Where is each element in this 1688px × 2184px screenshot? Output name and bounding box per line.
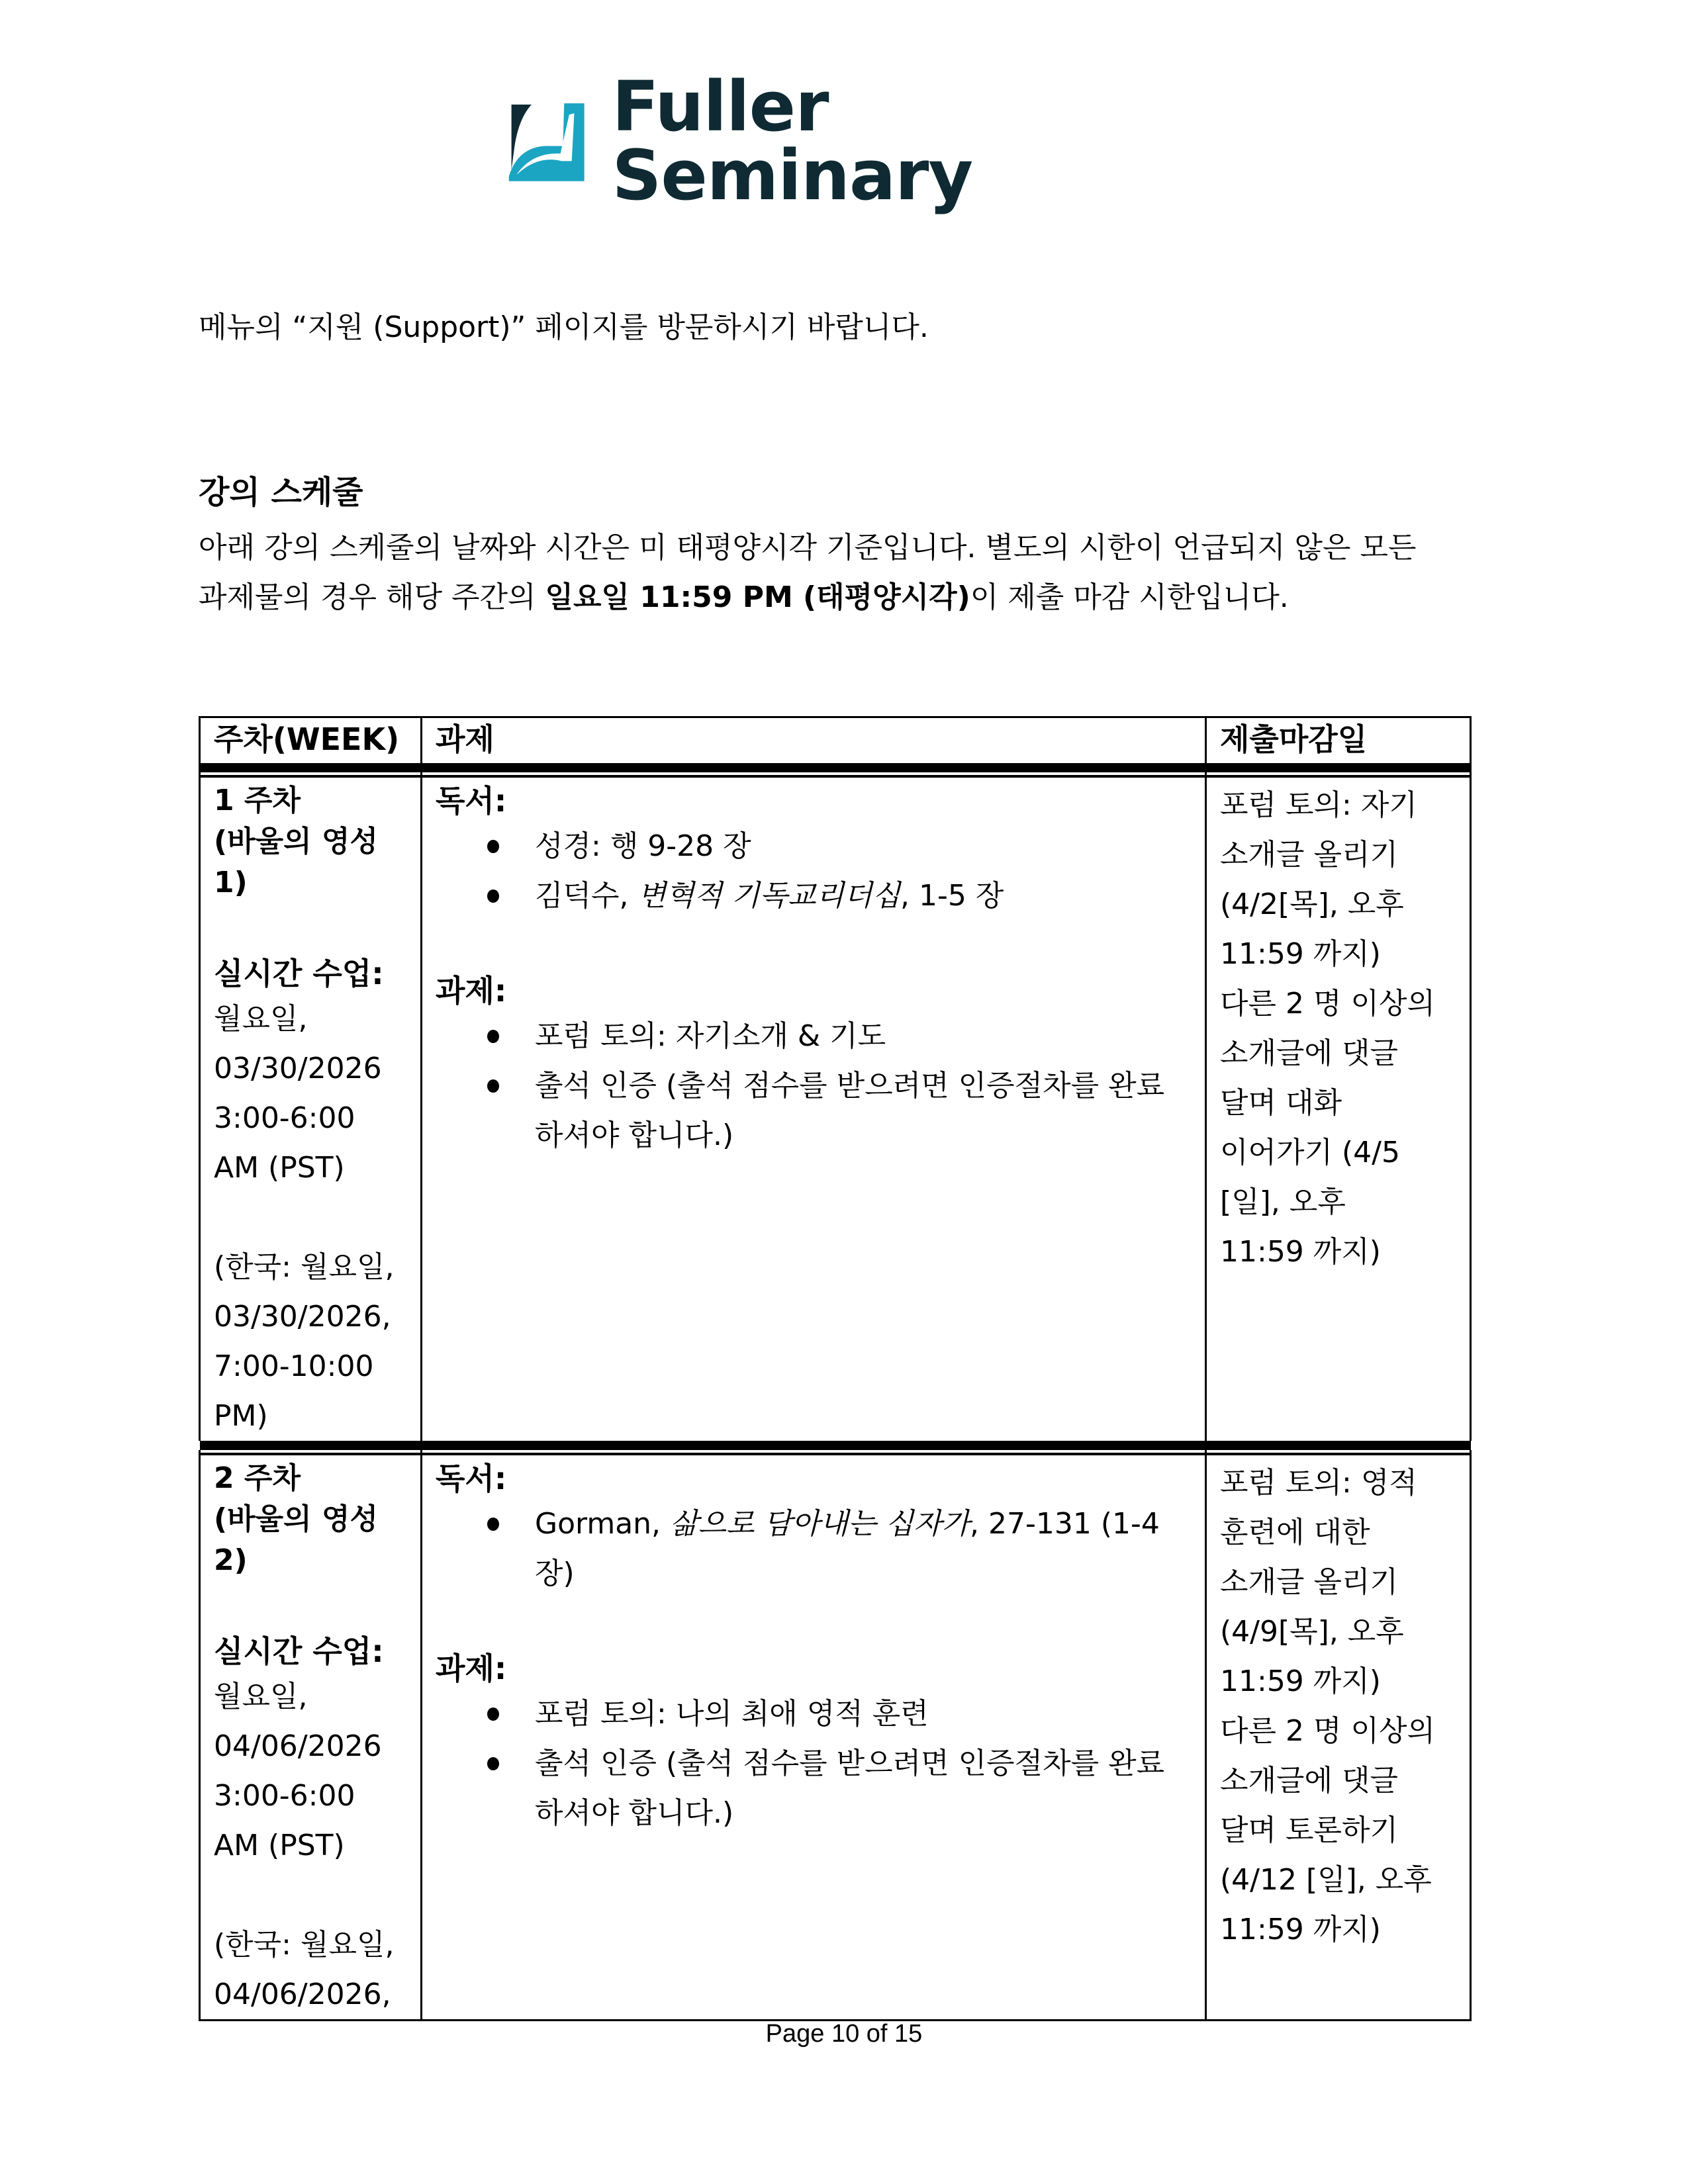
deadline-line: 달며 대화 <box>1220 1086 1342 1120</box>
live-timezone: AM (PST) <box>214 1151 345 1185</box>
list-item <box>436 821 1192 871</box>
deadline-line: (4/9[목], 오후 <box>1220 1615 1404 1649</box>
week-cell <box>200 776 422 1441</box>
live-time: 3:00-6:00 <box>214 1779 355 1813</box>
reading-text: 성경: 행 9-28 장 <box>535 829 751 863</box>
deadline-line: 11:59 까지) <box>1220 937 1381 971</box>
korea-time: (한국: 월요일, <box>214 1250 395 1284</box>
assignment-label: 과제: <box>436 1651 507 1686</box>
column-header-week: 주차(WEEK) <box>200 717 422 768</box>
list-item <box>436 1061 1192 1160</box>
column-header-assignment: 과제 <box>422 717 1206 768</box>
intro-line-1: 아래 강의 스케줄의 날짜와 시간은 미 태평양시각 기준입니다. 별도의 시한이 언급되지 않은 모든 <box>199 531 1417 565</box>
book-logo-icon <box>506 99 586 183</box>
assignment-text: 포럼 토의: 자기소개 & 기도 <box>535 1019 886 1053</box>
deadline-line: 달며 토론하기 <box>1220 1813 1399 1847</box>
reading-title: 변혁적 기독교리더십 <box>637 879 901 913</box>
week-label: 2 주차 <box>214 1461 301 1495</box>
deadline-line: (4/2[목], 오후 <box>1220 887 1404 921</box>
intro-line-2 <box>199 572 1470 622</box>
deadline-line: 11:59 까지) <box>1220 1913 1381 1946</box>
reading-chapters: , 27-131 (1-4 장) <box>535 1507 1160 1590</box>
column-header-due-date: 제출마감일 <box>1206 717 1471 768</box>
assignment-text: 출석 인증 (출석 점수를 받으려면 인증절차를 완료하셔야 합니다.) <box>535 1747 1165 1830</box>
section-heading-schedule: 강의 스케줄 <box>199 474 363 511</box>
live-class-label: 실시간 수업: <box>214 1633 384 1669</box>
deadline-line: (4/12 [일], 오후 <box>1220 1863 1432 1897</box>
live-day: 월요일, <box>214 1002 308 1036</box>
korea-time: PM) <box>214 1399 268 1433</box>
support-instruction: 메뉴의 “지원 (Support)” 페이지를 방문하시기 바랍니다. <box>199 310 929 344</box>
korea-time: (한국: 월요일, <box>214 1928 395 1962</box>
assignment-list <box>436 1011 1192 1160</box>
deadline-line: 포럼 토의: 자기 <box>1220 788 1417 822</box>
live-date: 03/30/2026 <box>214 1052 382 1085</box>
live-timezone: AM (PST) <box>214 1829 345 1862</box>
reading-author: 김덕수, <box>535 879 638 913</box>
deadline-emphasis: 일요일 11:59 PM (태평양시각) <box>545 580 970 614</box>
list-item <box>436 871 1192 921</box>
assignment-text: 출석 인증 (출석 점수를 받으려면 인증절차를 완료하셔야 합니다.) <box>535 1069 1165 1152</box>
deadline-line: [일], 오후 <box>1220 1185 1346 1219</box>
table-row-week-2 <box>200 1454 1471 2021</box>
live-class-label: 실시간 수업: <box>214 956 384 991</box>
reading-list <box>436 821 1192 921</box>
reading-label: 독서: <box>436 1461 507 1496</box>
deadline-line: 11:59 까지) <box>1220 1235 1381 1269</box>
korea-time: 03/30/2026, <box>214 1300 391 1334</box>
list-item <box>436 1739 1192 1838</box>
bullet-icon <box>487 840 499 853</box>
reading-label: 독서: <box>436 783 507 819</box>
fuller-seminary-logo <box>506 66 1182 216</box>
list-item <box>436 1689 1192 1739</box>
bullet-icon <box>487 1518 499 1531</box>
week-cell <box>200 1454 422 2021</box>
bullet-icon <box>487 1707 499 1721</box>
intro-text: 과제물의 경우 해당 주간의 <box>199 580 545 614</box>
assignment-label: 과제: <box>436 973 507 1009</box>
assignment-cell <box>422 776 1206 1441</box>
reading-author: Gorman, <box>535 1507 671 1541</box>
korea-time: 04/06/2026, <box>214 1978 391 2011</box>
table-header-row <box>200 717 1471 768</box>
intro-text: 이 제출 마감 시한입니다. <box>970 580 1289 614</box>
list-item <box>436 1011 1192 1061</box>
deadline-line: 다른 2 명 이상의 <box>1220 987 1435 1021</box>
assignment-cell <box>422 1454 1206 2021</box>
deadline-line: 소개글 올리기 <box>1220 1565 1399 1599</box>
deadline-line: 포럼 토의: 영적 <box>1220 1466 1417 1500</box>
page-number: Page 10 of 15 <box>765 2020 923 2048</box>
reading-title: 삶으로 담아내는 십자가 <box>670 1507 970 1541</box>
week-topic: (바울의 영성 2) <box>214 1502 378 1577</box>
list-item <box>436 1499 1192 1598</box>
assignment-list <box>436 1689 1192 1838</box>
bullet-icon <box>487 1757 499 1770</box>
bullet-icon <box>487 889 499 903</box>
logo-text: Fuller Seminary <box>612 66 973 216</box>
reading-chapters: , 1-5 장 <box>900 879 1004 913</box>
deadline-line: 11:59 까지) <box>1220 1664 1381 1698</box>
bullet-icon <box>487 1079 499 1093</box>
week-label: 1 주차 <box>214 784 301 817</box>
deadline-line: 이어가기 (4/5 <box>1220 1136 1400 1169</box>
table-row-week-1 <box>200 776 1471 1441</box>
live-day: 월요일, <box>214 1680 308 1713</box>
deadline-line: 다른 2 명 이상의 <box>1220 1714 1435 1748</box>
deadline-line: 소개글에 댓글 <box>1220 1036 1399 1070</box>
schedule-intro <box>199 523 1470 622</box>
deadline-line: 소개글 올리기 <box>1220 838 1399 872</box>
week-topic: (바울의 영성 1) <box>214 825 378 899</box>
due-date-cell <box>1206 776 1471 1441</box>
reading-list <box>436 1499 1192 1598</box>
deadline-line: 소개글에 댓글 <box>1220 1764 1399 1797</box>
due-date-cell <box>1206 1454 1471 2021</box>
live-date: 04/06/2026 <box>214 1729 382 1763</box>
deadline-line: 훈련에 대한 <box>1220 1516 1370 1549</box>
schedule-table <box>199 716 1472 2021</box>
live-time: 3:00-6:00 <box>214 1101 355 1135</box>
korea-time: 7:00-10:00 <box>214 1349 374 1383</box>
assignment-text: 포럼 토의: 나의 최애 영적 훈련 <box>535 1697 929 1731</box>
bullet-icon <box>487 1030 499 1043</box>
